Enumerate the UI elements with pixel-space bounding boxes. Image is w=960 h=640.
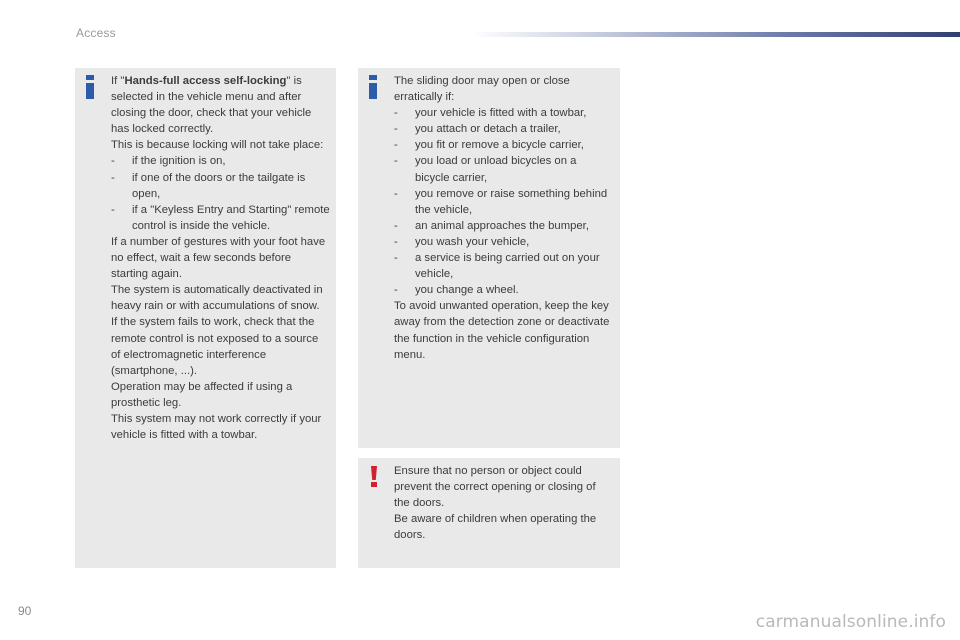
list-item: - if one of the doors or the tailgate is open, (111, 171, 306, 200)
info-panel-text (394, 73, 614, 363)
intro-paragraph: The sliding door may open or close erratically if: (394, 75, 570, 104)
header-gradient-bar (470, 32, 960, 37)
info-icon (86, 75, 95, 97)
intro-paragraph: If "Hands-full access self-locking" is selected in the vehicle menu and after closing the door, check that your vehicle has locked correctly. (111, 75, 312, 136)
list-item: - if a "Keyless Entry and Starting" remote control is inside the vehicle. (111, 203, 330, 232)
paragraph: This is because locking will not take place: (111, 139, 324, 152)
paragraph: Be aware of children when operating the doors. (394, 513, 597, 542)
paragraph: The system is automatically deactivated in heavy rain or with accumulations of snow. (111, 284, 323, 313)
info-panel-text (111, 73, 330, 443)
page-number: 90 (18, 604, 32, 618)
paragraph: To avoid unwanted operation, keep the key away from the detection zone or deactivate the function in the vehicle configuration menu. (394, 300, 610, 361)
list-item: - an animal approaches the bumper, (394, 219, 589, 232)
list-item: - a service is being carried out on your vehicle, (394, 252, 600, 281)
paragraph: This system may not work correctly if your vehicle is fitted with a towbar. (111, 412, 322, 442)
info-panel-sliding-door (358, 68, 620, 448)
list-item: - your vehicle is fitted with a towbar, (394, 107, 587, 120)
list-item: - you load or unload bicycles on a bicycle carrier, (394, 155, 577, 184)
section-title: Access (76, 26, 116, 40)
list-item: - you remove or raise something behind the vehicle, (394, 187, 608, 216)
list-item: - you attach or detach a trailer, (394, 123, 561, 136)
list-item: - you fit or remove a bicycle carrier, (394, 139, 584, 152)
warning-icon (370, 466, 379, 488)
feature-name: Hands-full access self-locking (124, 75, 287, 87)
info-icon (369, 75, 378, 97)
info-panel-hands-free (75, 68, 336, 568)
paragraph: Operation may be affected if using a prosthetic leg. (111, 380, 293, 409)
warning-panel-doors (358, 458, 620, 568)
list-item: - you change a wheel. (394, 284, 519, 297)
paragraph: If a number of gestures with your foot have no effect, wait a few seconds before starting again. (111, 235, 326, 281)
paragraph: If the system fails to work, check that the remote control is not exposed to a source of electromagnetic interference (smartphone, ...). (111, 316, 319, 377)
warning-panel-text (394, 463, 614, 543)
watermark: carmanualsonline.info (755, 612, 946, 632)
paragraph: Ensure that no person or object could prevent the correct opening or closing of the doors. (394, 465, 596, 510)
list-item: - if the ignition is on, (111, 155, 226, 168)
list-item: - you wash your vehicle, (394, 235, 530, 248)
